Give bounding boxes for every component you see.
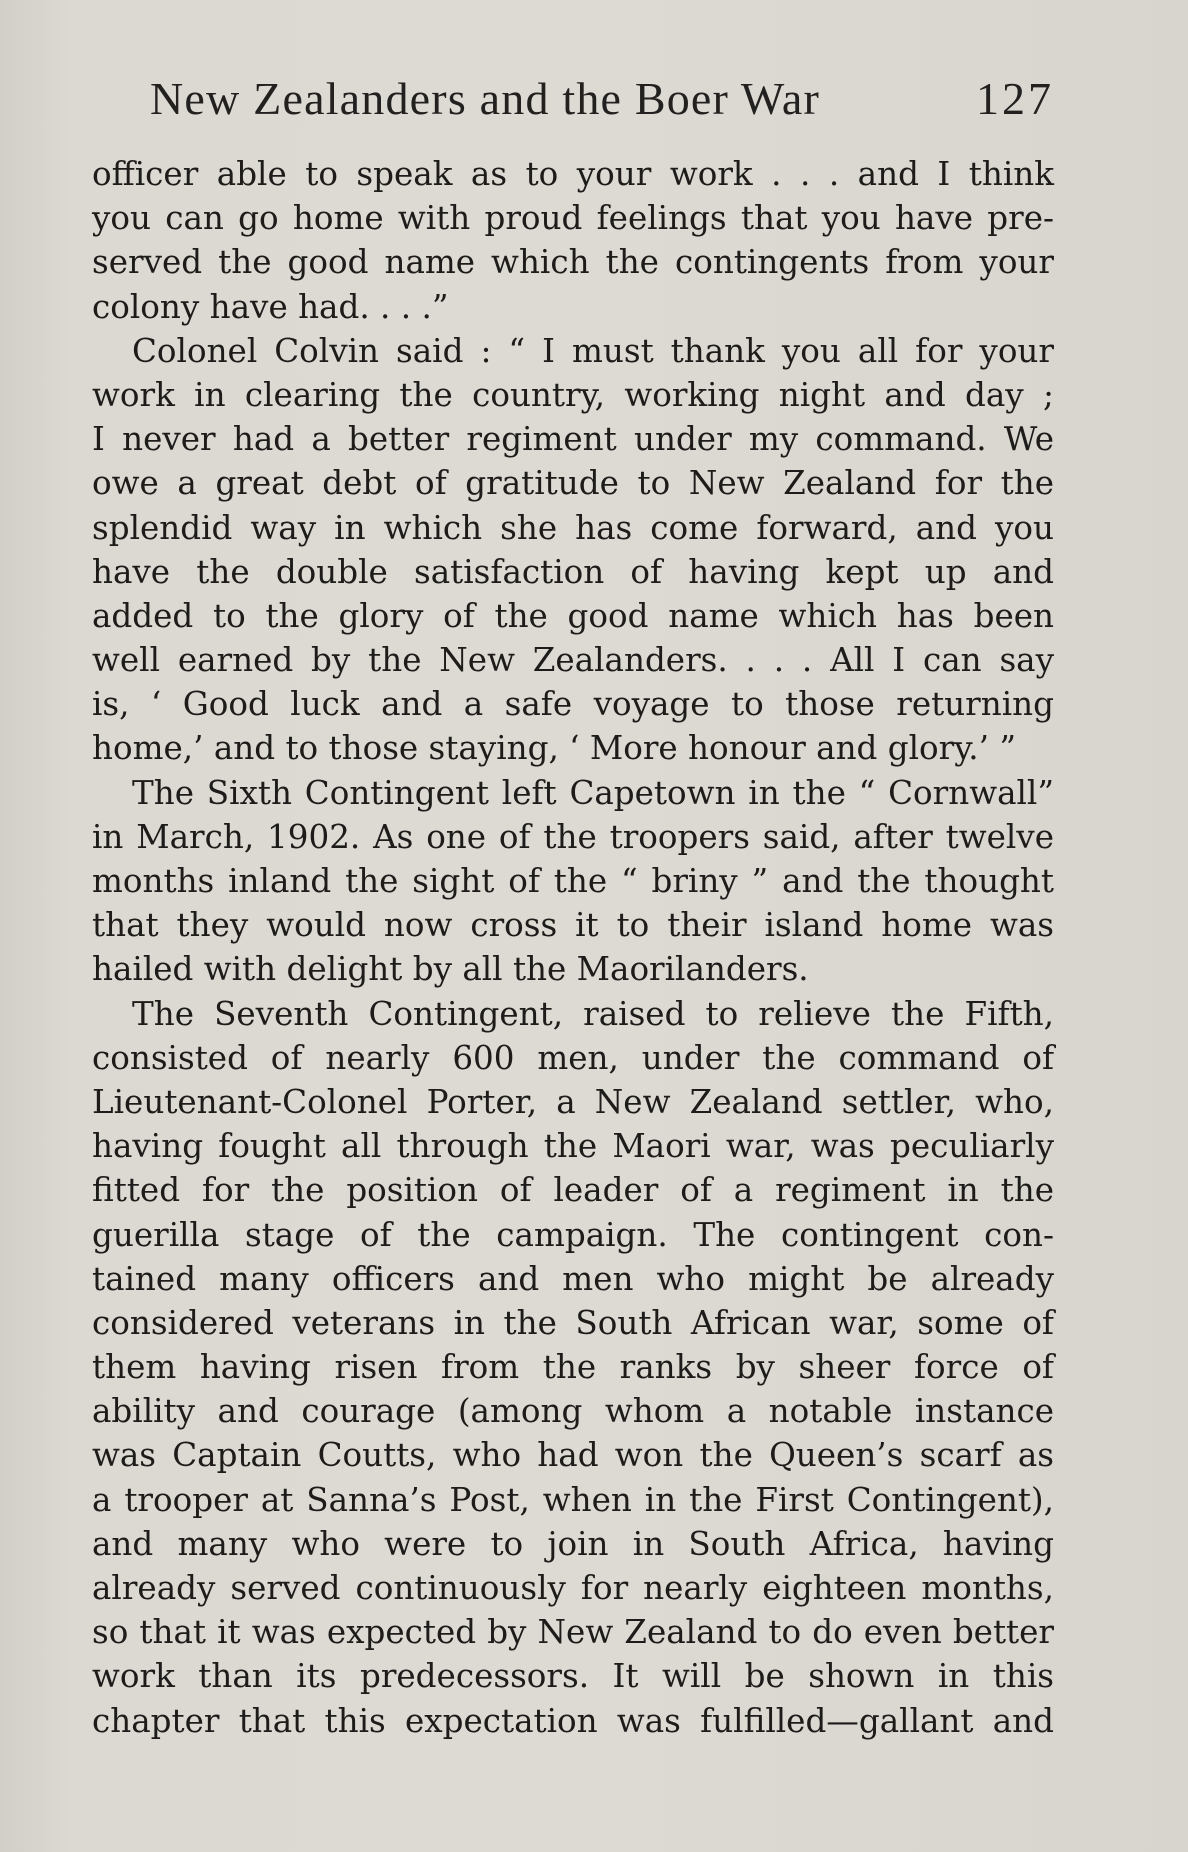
text-line: a trooper at Sanna’s Post, when in the First Contingent), <box>92 1480 1054 1519</box>
text-line: chapter that this expectation was fulfilled—gallant and <box>92 1701 1054 1740</box>
text-line: guerilla stage of the campaign. The contingent con- <box>92 1215 1054 1254</box>
text-line: is, ‘ Good luck and a safe voyage to those returning <box>92 685 1054 724</box>
text-line: you can go home with proud feelings that you have pre- <box>92 199 1054 238</box>
text-line: them having risen from the ranks by sheer force of <box>92 1348 1054 1387</box>
text-line: Lieutenant-Colonel Porter, a New Zealand settler, who, <box>92 1082 1054 1121</box>
running-head-title: New Zealanders and the Boer War <box>150 73 820 124</box>
text-line: consisted of nearly 600 men, under the command of <box>92 1038 1054 1077</box>
text-line: work than its predecessors. It will be shown in this <box>92 1657 1054 1696</box>
text-line: I never had a better regiment under my command. We <box>92 420 1054 459</box>
text-line: well earned by the New Zealanders. . . . All I can say <box>92 641 1054 680</box>
text-line: having fought all through the Maori war, was peculiarly <box>92 1127 1054 1166</box>
text-line: colony have had. . . .” <box>92 287 449 326</box>
text-line: fitted for the position of leader of a regiment in the <box>92 1171 1054 1210</box>
text-line: The Sixth Contingent left Capetown in the “ Cornwall” <box>132 773 1054 812</box>
text-line: The Seventh Contingent, raised to relieve the Fifth, <box>132 994 1054 1033</box>
text-line: have the double satisfaction of having kept up and <box>92 552 1054 591</box>
text-line: hailed with delight by all the Maorilanders. <box>92 950 809 989</box>
text-line: officer able to speak as to your work . . . and I think <box>92 155 1054 193</box>
body-text <box>92 152 1054 1743</box>
text-line: considered veterans in the South African war, some of <box>92 1303 1054 1342</box>
text-line: months inland the sight of the “ briny ” and the thought <box>92 862 1054 900</box>
text-line: owe a great debt of gratitude to New Zealand for the <box>92 464 1054 503</box>
text-line: ability and courage (among whom a notable instance <box>92 1392 1054 1431</box>
text-line: Colonel Colvin said : “ I must thank you all for your <box>132 331 1054 370</box>
text-line: tained many officers and men who might be already <box>92 1259 1054 1298</box>
text-line: that they would now cross it to their island home was <box>92 906 1054 945</box>
text-line: served the good name which the contingents from your <box>92 243 1054 282</box>
page-number: 127 <box>976 73 1054 124</box>
text-line: splendid way in which she has come forward, and you <box>92 508 1054 547</box>
text-line: already served continuously for nearly eighteen months, <box>92 1569 1054 1607</box>
text-line: so that it was expected by New Zealand to do even better <box>92 1613 1054 1652</box>
text-line: work in clearing the country, working night and day ; <box>92 375 1054 414</box>
text-line: added to the glory of the good name which has been <box>92 596 1054 635</box>
text-line: was Captain Coutts, who had won the Queen’s scarf as <box>92 1436 1054 1475</box>
text-line: in March, 1902. As one of the troopers said, after twelve <box>92 817 1054 856</box>
running-head <box>150 72 1054 132</box>
text-line: and many who were to join in South Africa, having <box>92 1524 1054 1563</box>
text-line: home,’ and to those staying, ‘ More honour and glory.’ ” <box>92 729 1017 768</box>
